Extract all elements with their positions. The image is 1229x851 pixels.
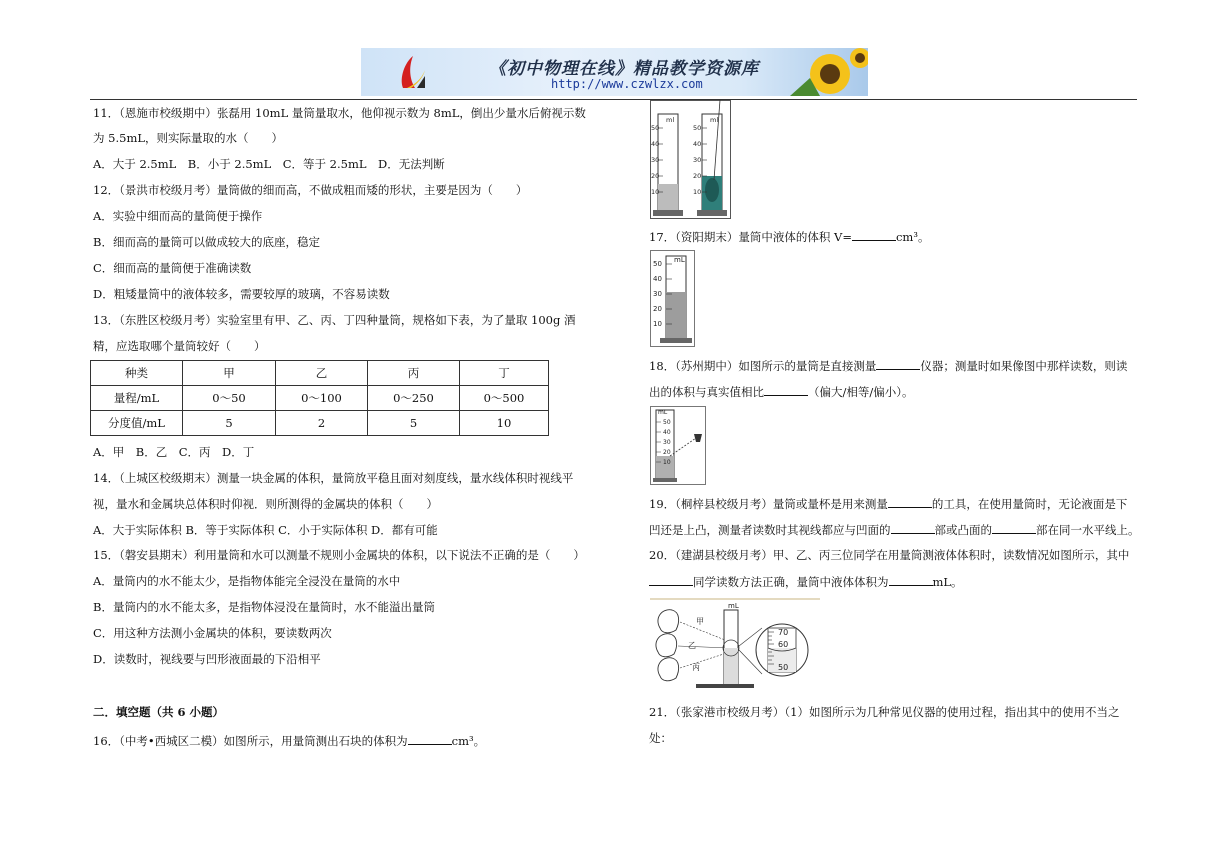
table-cell: 种类 <box>91 361 183 386</box>
fig18-unit-label: mL <box>658 409 668 416</box>
q12-stem: 12．（景洪市校级月考）量筒做的细而高，不做成粗而矮的形状，主要是因为（ ） <box>93 183 528 197</box>
student-head-icon <box>658 610 679 633</box>
tick-label: 30 <box>653 290 662 298</box>
header-banner <box>361 48 868 96</box>
q21-line2: 处： <box>649 731 672 745</box>
table-cell: 2 <box>276 411 368 436</box>
table-cell: 甲 <box>183 361 276 386</box>
table-cell: 5 <box>368 411 460 436</box>
q14-line1: 14．（上城区校级期末）测量一块金属的体积，量筒放平稳且面对刻度线，量水线体积时视线平 <box>93 471 574 485</box>
answer-blank[interactable] <box>888 496 932 508</box>
q12-option-b: B．细而高的量筒可以做成较大的底座，稳定 <box>93 235 320 249</box>
q18-line1 <box>649 358 1127 373</box>
q20-line2 <box>649 574 963 589</box>
answer-blank[interactable] <box>891 522 935 534</box>
answer-blank[interactable] <box>408 733 452 745</box>
answer-blank[interactable] <box>852 229 896 241</box>
q17-figure-cylinder <box>650 250 696 348</box>
table-cell: 乙 <box>276 361 368 386</box>
student-head-icon <box>658 658 679 681</box>
tick-label: 50 <box>653 260 662 268</box>
answer-blank[interactable] <box>992 522 1036 534</box>
fig16-unit-label: ml <box>710 116 719 124</box>
fig20-unit-label: mL <box>728 602 739 610</box>
q11-line2: 为 5.5mL，则实际量取的水（ ） <box>93 131 283 145</box>
tick-label: 20 <box>693 172 702 180</box>
header-rule <box>90 99 1137 100</box>
eye-icon <box>694 434 702 442</box>
answer-blank[interactable] <box>649 574 693 586</box>
q15-option-b: B．量筒内的水不能太多，是指物体浸没在量筒时，水不能溢出量筒 <box>93 600 435 614</box>
q20-text-2a: 同学读数方法正确，量筒中液体体积为 <box>693 575 889 589</box>
q17-line <box>649 229 929 244</box>
q18-text-2b: （偏大/相等/偏小）。 <box>808 385 914 399</box>
q20-text-2b: mL。 <box>932 575 963 589</box>
tick-label: 40 <box>693 140 702 148</box>
sunflower-icon <box>790 48 868 96</box>
tick-label: 50 <box>651 124 660 132</box>
q18-text-1b: 仪器；测量时如果像图中那样读数，则读 <box>920 359 1128 373</box>
banner-url: http://www.czwlzx.com <box>551 77 703 91</box>
tick-label: 40 <box>651 140 660 148</box>
q19-line1 <box>649 496 1127 511</box>
q12-option-d: D．粗矮量筒中的液体较多，需要较厚的玻璃，不容易读数 <box>93 287 390 301</box>
q19-text-2a: 凹还是上凸，测量者读数时其视线都应与凹面的 <box>649 523 891 537</box>
tick-label: 30 <box>693 156 702 164</box>
q19-text-2b: 部或凸面的 <box>934 523 992 537</box>
q12-option-c: C．细而高的量筒便于准确读数 <box>93 261 252 275</box>
q19-text-1b: 的工具，在使用量筒时，无论液面是下 <box>931 497 1128 511</box>
tick-label: 20 <box>663 449 671 456</box>
q15-stem: 15．（磐安县期末）利用量筒和水可以测量不规则小金属块的体积，以下说法不正确的是（ ） <box>93 548 585 562</box>
table-cell: 0～250 <box>368 386 460 411</box>
q15-option-a: A．量筒内的水不能太少，是指物体能完全浸没在量筒的水中 <box>93 574 401 588</box>
tick-label: 10 <box>693 188 702 196</box>
label-bing: 丙 <box>692 663 700 672</box>
tick-label: 30 <box>663 439 671 446</box>
q17-unit: cm³。 <box>895 230 930 244</box>
tick-label: 40 <box>653 275 662 283</box>
logo-icon <box>397 54 427 90</box>
tick-label: 50 <box>778 663 789 672</box>
table-cell: 分度值/mL <box>91 411 183 436</box>
tick-label: 10 <box>663 459 671 466</box>
q13-line2: 精，应选取哪个量筒较好（ ） <box>93 339 266 353</box>
q15-option-d: D．读数时，视线要与凹形液面最的下沿相平 <box>93 652 321 666</box>
table-cell: 0～500 <box>460 386 549 411</box>
tick-label: 50 <box>663 419 671 426</box>
student-head-icon <box>656 634 677 657</box>
table-cell: 10 <box>460 411 549 436</box>
q17-text: 17．（资阳期末）量筒中液体的体积 V= <box>649 230 852 244</box>
answer-blank[interactable] <box>764 384 808 396</box>
table-row <box>91 411 549 436</box>
fig16-unit-label: ml <box>666 116 675 124</box>
label-yi: 乙 <box>688 641 696 650</box>
q18-figure-cylinder-eye <box>650 406 706 486</box>
tick-label: 30 <box>651 156 660 164</box>
tick-label: 60 <box>778 640 789 649</box>
q14-line2: 视，量水和金属块总体积时仰视．则所测得的金属块的体积（ ） <box>93 497 438 511</box>
q18-text-1a: 18．（苏州期中）如图所示的量筒是直接测量 <box>649 359 877 373</box>
tick-label: 10 <box>651 188 660 196</box>
q18-text-2a: 出的体积与真实值相比 <box>649 385 764 399</box>
q19-text-1a: 19．（桐梓县校级月考）量筒或量杯是用来测量 <box>649 497 888 511</box>
tick-label: 50 <box>693 124 702 132</box>
label-jia: 甲 <box>696 617 704 626</box>
q11-line1: 11．（恩施市校级期中）张磊用 10mL 量筒量取水，他仰视示数为 8mL，倒出少量水后俯视示数 <box>93 106 586 120</box>
spec-table <box>90 360 549 436</box>
q13-options: A．甲 B．乙 C．丙 D．丁 <box>93 445 255 459</box>
fig17-unit-label: mL <box>674 256 685 264</box>
q21-line1: 21．（张家港市校级月考）（1）如图所示为几种常见仪器的使用过程，指出其中的使用不当之 <box>649 705 1120 719</box>
q15-option-c: C．用这种方法测小金属块的体积，要读数两次 <box>93 626 332 640</box>
q14-options: A．大于实际体积 B．等于实际体积 C．小于实际体积 D．都有可能 <box>93 523 438 537</box>
q11-options: A．大于 2.5mL B．小于 2.5mL C．等于 2.5mL D．无法判断 <box>93 157 445 171</box>
table-cell: 0～100 <box>276 386 368 411</box>
table-row <box>91 386 549 411</box>
tick-label: 10 <box>653 320 662 328</box>
q13-line1: 13．（东胜区校级月考）实验室里有甲、乙、丙、丁四种量筒，规格如下表，为了量取 100g 酒 <box>93 313 576 327</box>
table-cell: 丙 <box>368 361 460 386</box>
answer-blank[interactable] <box>889 574 933 586</box>
q18-line2 <box>649 384 914 399</box>
q16-unit: cm³。 <box>451 734 486 748</box>
q16-line <box>93 733 485 748</box>
q19-text-2c: 部在同一水平线上。 <box>1036 523 1140 537</box>
table-cell: 丁 <box>460 361 549 386</box>
q16-text: 16．（中考•西城区二模）如图所示，用量筒测出石块的体积为 <box>93 734 408 748</box>
answer-blank[interactable] <box>876 358 920 370</box>
banner-title: 《初中物理在线》精品教学资源库 <box>489 59 759 79</box>
table-row <box>91 361 549 386</box>
table-cell: 量程/mL <box>91 386 183 411</box>
q19-line2 <box>649 522 1140 537</box>
tick-label: 70 <box>778 628 789 637</box>
q16-figure-cylinders <box>650 100 732 220</box>
tick-label: 20 <box>651 172 660 180</box>
tick-label: 40 <box>663 429 671 436</box>
tick-label: 20 <box>653 305 662 313</box>
table-cell: 5 <box>183 411 276 436</box>
q12-option-a: A．实验中细而高的量筒便于操作 <box>93 209 263 223</box>
q20-figure-reading-positions <box>650 598 820 692</box>
section-heading: 二．填空题（共 6 小题） <box>93 705 225 719</box>
table-cell: 0～50 <box>183 386 276 411</box>
q20-line1: 20．（建湖县校级月考）甲、乙、丙三位同学在用量筒测液体体积时，读数情况如图所示，其中 <box>649 548 1130 562</box>
